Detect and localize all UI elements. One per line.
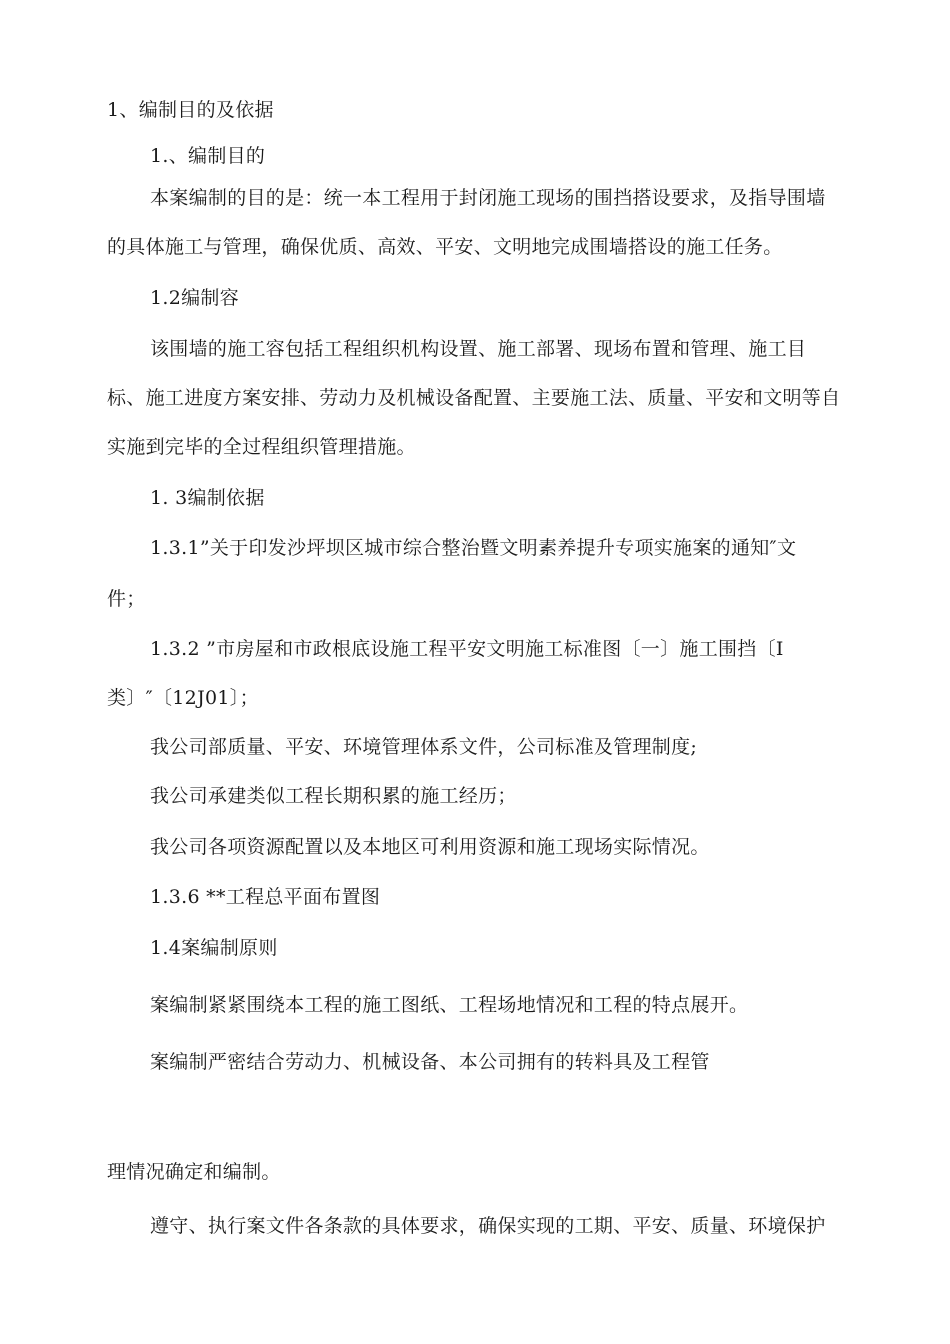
paragraph-line: 我公司部质量、平安、环境管理体系文件，公司标准及管理制度;	[150, 736, 698, 758]
paragraph-line: 1.3.2 ”市房屋和市政根底设施工程平安文明施工标准图〔一〕施工围挡〔I	[150, 638, 784, 660]
paragraph-line: 案编制紧紧围绕本工程的施工图纸、工程场地情况和工程的特点展开。	[150, 994, 749, 1016]
paragraph-line: 遵守、执行案文件各条款的具体要求，确保实现的工期、平安、质量、环境保护	[150, 1215, 826, 1237]
subsection-heading: 1. 3编制依据	[150, 487, 265, 509]
paragraph-line: 本案编制的目的是：统一本工程用于封闭施工现场的围挡搭设要求，及指导围墙	[150, 187, 826, 209]
paragraph-line: 案编制严密结合劳动力、机械设备、本公司拥有的转料具及工程管	[150, 1051, 710, 1073]
subsection-heading: 1.、编制目的	[150, 145, 266, 167]
paragraph-line: 我公司承建类似工程长期积累的施工经历；	[150, 785, 517, 807]
subsection-heading: 1.3.6 **工程总平面布置图	[150, 886, 381, 908]
paragraph-line: 我公司各项资源配置以及本地区可利用资源和施工现场实际情况。	[150, 836, 710, 858]
paragraph-line: 类〕″〔12J01〕；	[107, 687, 259, 709]
paragraph-line: 理情况确定和编制。	[107, 1161, 281, 1183]
paragraph-line: 1.3.1”关于印发沙坪坝区城市综合整治暨文明素养提升专项实施案的通知″文	[150, 537, 797, 559]
subsection-heading: 1.2编制容	[150, 287, 240, 309]
paragraph-line: 的具体施工与管理，确保优质、高效、平安、文明地完成围墙搭设的施工任务。	[107, 236, 783, 258]
section-heading: 1、编制目的及依据	[107, 99, 274, 121]
subsection-heading: 1.4案编制原则	[150, 937, 278, 959]
paragraph-line: 实施到完毕的全过程组织管理措施。	[107, 436, 416, 458]
paragraph-line: 件；	[107, 588, 146, 610]
paragraph-line: 标、施工进度方案安排、劳动力及机械设备配置、主要施工法、质量、平安和文明等自	[107, 387, 841, 409]
paragraph-line: 该围墙的施工容包括工程组织机构设置、施工部署、现场布置和管理、施工目	[150, 338, 807, 360]
